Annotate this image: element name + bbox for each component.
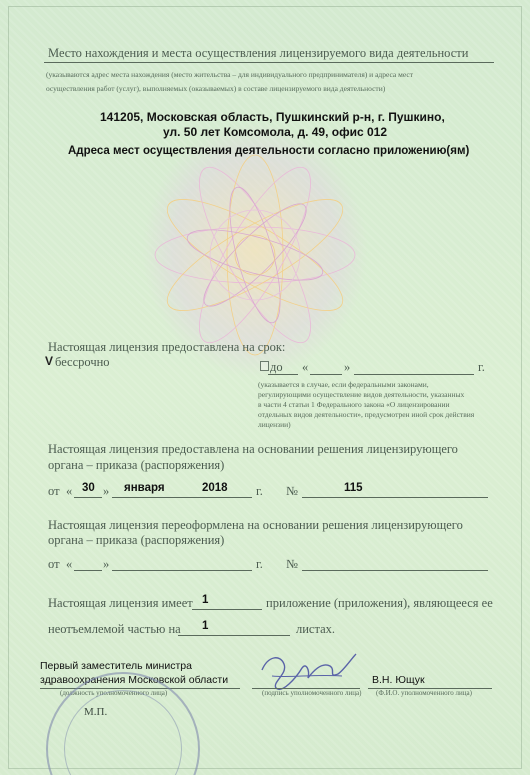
basis-number: 115: [344, 482, 363, 494]
check-mark: V: [45, 354, 54, 368]
name-caption: (Ф.И.О. уполномоченного лица): [376, 689, 472, 697]
signature-caption: (подпись уполномоченного лица): [262, 689, 362, 697]
reissue-number-line: [302, 570, 488, 571]
signer-position-1: Первый заместитель министра: [40, 660, 192, 672]
reissue-number-sign: №: [286, 557, 298, 571]
basis-line-2: органа – приказа (распоряжения): [48, 458, 225, 472]
until-line: [268, 374, 298, 375]
basis-quote-close: »: [103, 484, 110, 498]
location-note-1: (указываются адрес места нахождения (место жительства – для индивидуального предпринимателя) и адреса мест: [46, 70, 413, 79]
basis-month: января: [124, 482, 165, 494]
term-note-5: лицензии): [258, 420, 291, 429]
until-month-line: [354, 374, 474, 375]
term-quote-open: «: [302, 360, 309, 374]
basis-line-1: Настоящая лицензия предоставлена на основании решения лицензирующего: [48, 442, 458, 456]
appendix-count: 1: [202, 594, 209, 606]
basis-number-line: [302, 497, 488, 498]
basis-day: 30: [82, 482, 95, 494]
address-line-2: ул. 50 лет Комсомола, д. 49, офис 012: [163, 125, 387, 139]
position-caption: (должность уполномоченного лица): [60, 689, 168, 697]
appendix-text-2: приложение (приложения), являющееся ее: [266, 596, 493, 610]
appendix-sheets: 1: [202, 620, 209, 632]
address-line-1: 141205, Московская область, Пушкинский р-н, г. Пушкино,: [100, 110, 445, 124]
basis-month-line: [112, 497, 252, 498]
basis-number-sign: №: [286, 484, 298, 498]
reissue-month-line: [112, 570, 252, 571]
location-heading: Место нахождения и места осуществления лицензируемого вида деятельности: [48, 46, 469, 60]
heading-underline: [44, 62, 494, 63]
basis-year: 2018: [202, 482, 228, 494]
term-note-2: регулирующими осуществление видов деятельности, указанных: [258, 390, 465, 399]
appendix-count-line: [192, 609, 262, 610]
basis-day-line: [74, 497, 102, 498]
appendix-text-1: Настоящая лицензия имеет: [48, 596, 193, 610]
appendix-text-4: листах.: [296, 622, 336, 636]
reissue-quote-open: «: [66, 557, 73, 571]
term-note-1: (указывается в случае, если федеральными законами,: [258, 380, 429, 389]
reissue-line-1: Настоящая лицензия переоформлена на основании решения лицензирующего: [48, 518, 463, 532]
address-line-3: Адреса мест осуществления деятельности согласно приложению(ям): [68, 145, 470, 157]
term-quote-close: »: [344, 360, 351, 374]
until-day-line: [310, 374, 342, 375]
reissue-line-2: органа – приказа (распоряжения): [48, 533, 225, 547]
signer-position-2: здравоохранения Московской области: [40, 674, 229, 686]
reissue-day-line: [74, 570, 102, 571]
reissue-year-suffix: г.: [256, 557, 263, 571]
signer-name: В.Н. Ющук: [372, 674, 425, 686]
guilloche-rosette: [140, 140, 370, 370]
basis-from: от: [48, 484, 60, 498]
basis-year-suffix: г.: [256, 484, 263, 498]
term-indefinite: бессрочно: [55, 355, 110, 369]
term-checkbox: [260, 361, 269, 371]
reissue-from: от: [48, 557, 60, 571]
term-note-4: отдельных видов деятельности», предусмотрен иной срок действия: [258, 410, 475, 419]
term-note-3: в части 4 статьи 1 Федерального закона «О лицензировании: [258, 400, 450, 409]
term-until: до: [270, 360, 283, 374]
appendix-sheets-line: [178, 635, 290, 636]
reissue-quote-close: »: [103, 557, 110, 571]
basis-quote-open: «: [66, 484, 73, 498]
term-year-suffix: г.: [478, 360, 485, 374]
appendix-text-3: неотъемлемой частью на: [48, 622, 181, 636]
term-label: Настоящая лицензия предоставлена на срок:: [48, 340, 286, 354]
location-note-2: осуществления работ (услуг), выполняемых (оказываемых) в составе лицензируемого вида деятельности): [46, 84, 386, 93]
stamp-label: М.П.: [84, 706, 108, 718]
